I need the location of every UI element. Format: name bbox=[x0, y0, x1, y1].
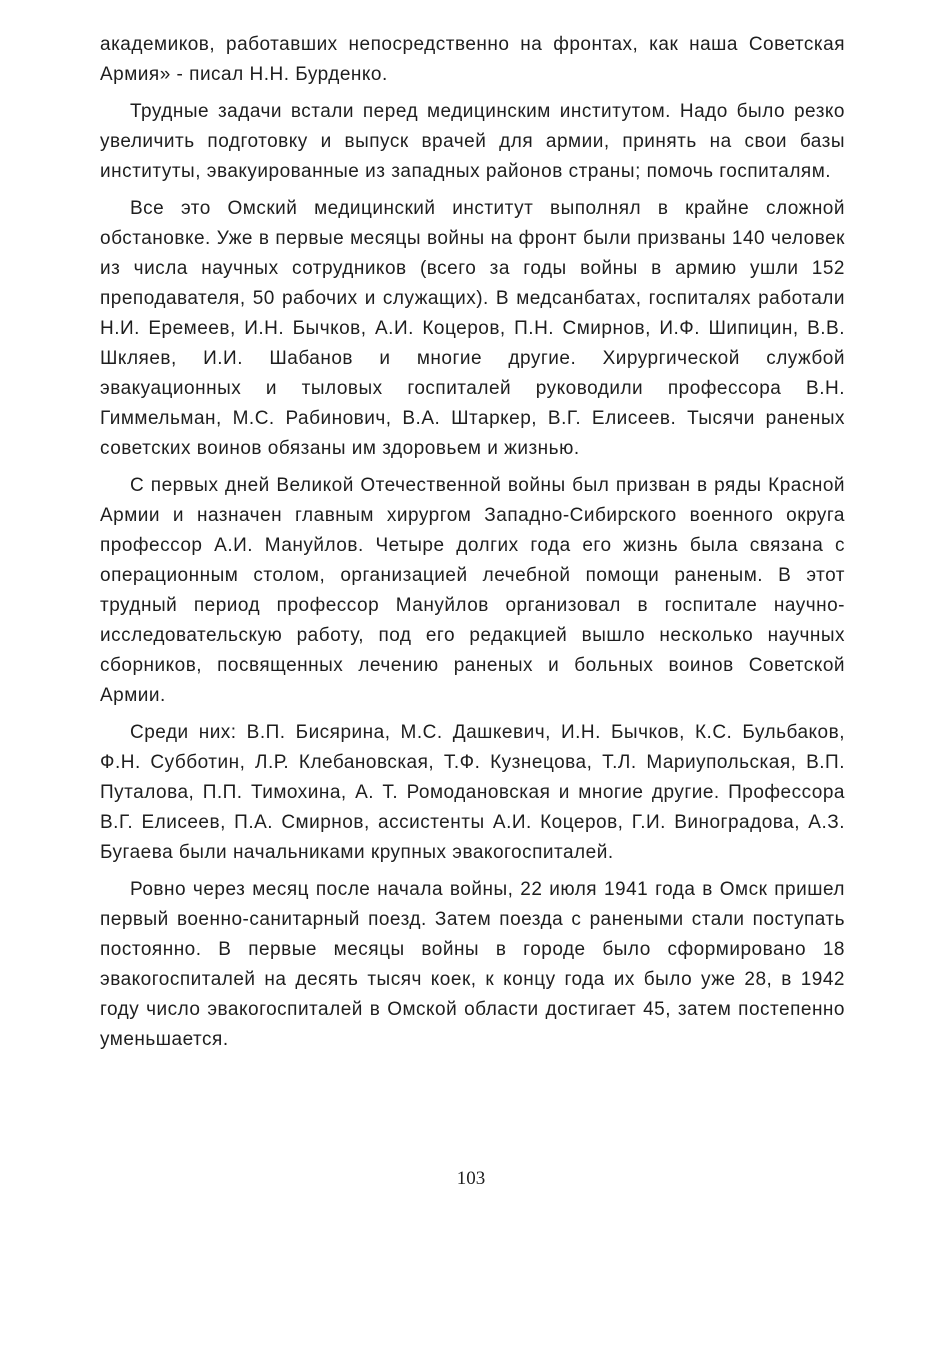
page-number: 103 bbox=[456, 1168, 486, 1189]
paragraph-2: Трудные задачи встали перед медицинским институтом. Надо было резко увеличить подготовку и выпуск врачей для армии, принять на свои базы институты, эвакуированные из западных районов страны; помочь госпиталям. bbox=[100, 101, 845, 182]
paragraph-1: академиков, работавших непосредственно на фронтах, как наша Советская Армия» - писал Н.Н. Бурденко. bbox=[100, 34, 845, 85]
paragraph-4: С первых дней Великой Отечественной войны был призван в ряды Красной Армии и назначен главным хирургом Западно-Сибирского военного округа профессор А.И. Мануйлов. Четыре долгих года его жизнь была связана с операционным столом, организацией лечебной помощи раненым. В этот трудный период профессор Мануйлов организовал в госпитале научно-исследовательскую работу, под его редакцией вышло несколько научных сборников, посвященных лечению раненых и больных воинов Советской Армии. bbox=[100, 475, 845, 706]
paragraph-6: Ровно через месяц после начала войны, 22 июля 1941 года в Омск пришел первый военно-санитарный поезд. Затем поезда с ранеными стали поступать постоянно. В первые месяцы войны в городе было сформировано 18 эвакогоспиталей на десять тысяч коек, к концу года их было уже 28, в 1942 году число эвакогоспиталей в Омской области достигает 45, затем постепенно уменьшается. bbox=[100, 879, 845, 1050]
paragraph-5: Среди них: В.П. Бисярина, М.С. Дашкевич, И.Н. Бычков, К.С. Бульбаков, Ф.Н. Субботин, Л.Р. Клебановская, Т.Ф. Кузнецова, Т.Л. Мариупольская, В.П. Путалова, П.П. Тимохина, А. Т. Ромодановская и многие другие. Профессора В.Г. Елисеев, П.А. Смирнов, ассистенты А.И. Коцеров, Г.И. Виноградова, А.З. Бугаева были начальниками крупных эвакогоспиталей. bbox=[100, 722, 845, 863]
paragraph-3: Все это Омский медицинский институт выполнял в крайне сложной обстановке. Уже в первые месяцы войны на фронт были призваны 140 человек из числа научных сотрудников (всего за годы войны в армию ушли 152 преподавателя, 50 рабочих и служащих). В медсанбатах, госпиталях работали Н.И. Еремеев, И.Н. Бычков, А.И. Коцеров, П.Н. Смирнов, И.Ф. Шипицин, В.В. Шкляев, И.И. Шабанов и многие другие. Хирургической службой эвакуационных и тыловых госпиталей руководили профессора В.Н. Гиммельман, М.С. Рабинович, В.А. Штаркер, В.Г. Елисеев. Тысячи раненых советских воинов обязаны им здоровьем и жизнью. bbox=[100, 198, 845, 459]
body-text bbox=[100, 30, 845, 1062]
